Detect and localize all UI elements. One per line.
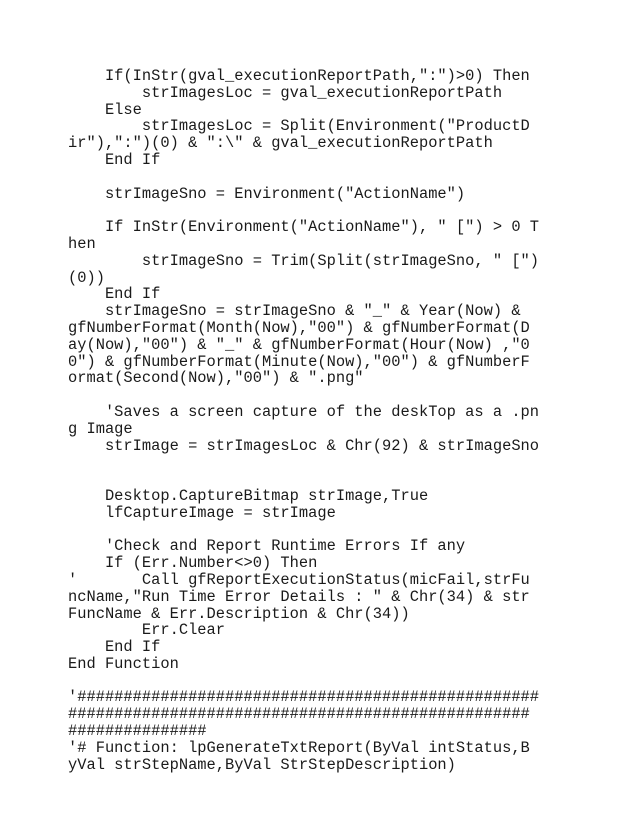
- code-line: strImageSno = strImageSno & "_" & Year(Now) &: [68, 302, 521, 321]
- code-line: FuncName & Err.Description & Chr(34)): [68, 604, 410, 623]
- code-line: ncName,"Run Time Error Details : " & Chr(34) & str: [68, 587, 530, 606]
- code-line: ir"),":")(0) & ":\" & gval_executionReportPath: [68, 134, 493, 153]
- code-line: End If: [68, 285, 161, 304]
- code-line: End If: [68, 638, 161, 657]
- code-line: Err.Clear: [68, 621, 226, 640]
- code-line: strImageSno = Environment("ActionName"): [68, 184, 466, 203]
- code-line: 0") & gfNumberFormat(Minute(Now),"00") & gfNumberF: [68, 352, 530, 371]
- code-line: If (Err.Number<>0) Then: [68, 554, 318, 573]
- code-line: ormat(Second(Now),"00") & ".png": [68, 369, 364, 388]
- code-line: [68, 454, 539, 471]
- code-line: strImage = strImagesLoc & Chr(92) & strImageSno: [68, 436, 540, 455]
- code-line: Else: [68, 100, 142, 119]
- code-line: ' Call gfReportExecutionStatus(micFail,strFu: [68, 570, 530, 589]
- code-line: ##################################################: [68, 705, 530, 724]
- code-line: [68, 522, 539, 539]
- code-line: Desktop.CaptureBitmap strImage,True: [68, 486, 429, 505]
- code-line: yVal strStepName,ByVal StrStepDescription): [68, 755, 456, 774]
- code-line: [68, 673, 539, 690]
- code-line: ###############: [68, 722, 207, 741]
- code-line: (0)): [68, 268, 105, 287]
- code-line: End If: [68, 150, 161, 169]
- code-line: strImagesLoc = gval_executionReportPath: [68, 83, 503, 102]
- code-listing: [68, 68, 539, 773]
- code-line: [68, 202, 539, 219]
- code-line: strImagesLoc = Split(Environment("ProductD: [68, 117, 530, 136]
- code-line: ay(Now),"00") & "_" & gfNumberFormat(Hour(Now) ,"0: [68, 335, 530, 354]
- code-line: If InStr(Environment("ActionName"), " [") > 0 T: [68, 218, 540, 237]
- code-line: gfNumberFormat(Month(Now),"00") & gfNumberFormat(D: [68, 318, 530, 337]
- code-line: [68, 169, 539, 186]
- code-line: 'Saves a screen capture of the deskTop as a .pn: [68, 402, 540, 421]
- code-line: 'Check and Report Runtime Errors If any: [68, 537, 466, 556]
- code-line: If(InStr(gval_executionReportPath,":")>0) Then: [68, 67, 530, 85]
- code-line: hen: [68, 234, 96, 253]
- code-line: [68, 387, 539, 404]
- code-line: lfCaptureImage = strImage: [68, 503, 336, 522]
- code-line: End Function: [68, 654, 179, 673]
- code-line: '##################################################: [68, 688, 540, 707]
- code-line: [68, 471, 539, 488]
- code-line: '# Function: lpGenerateTxtReport(ByVal intStatus,B: [68, 738, 530, 757]
- code-line: strImageSno = Trim(Split(strImageSno, " ["): [68, 251, 540, 270]
- code-line: g Image: [68, 419, 133, 438]
